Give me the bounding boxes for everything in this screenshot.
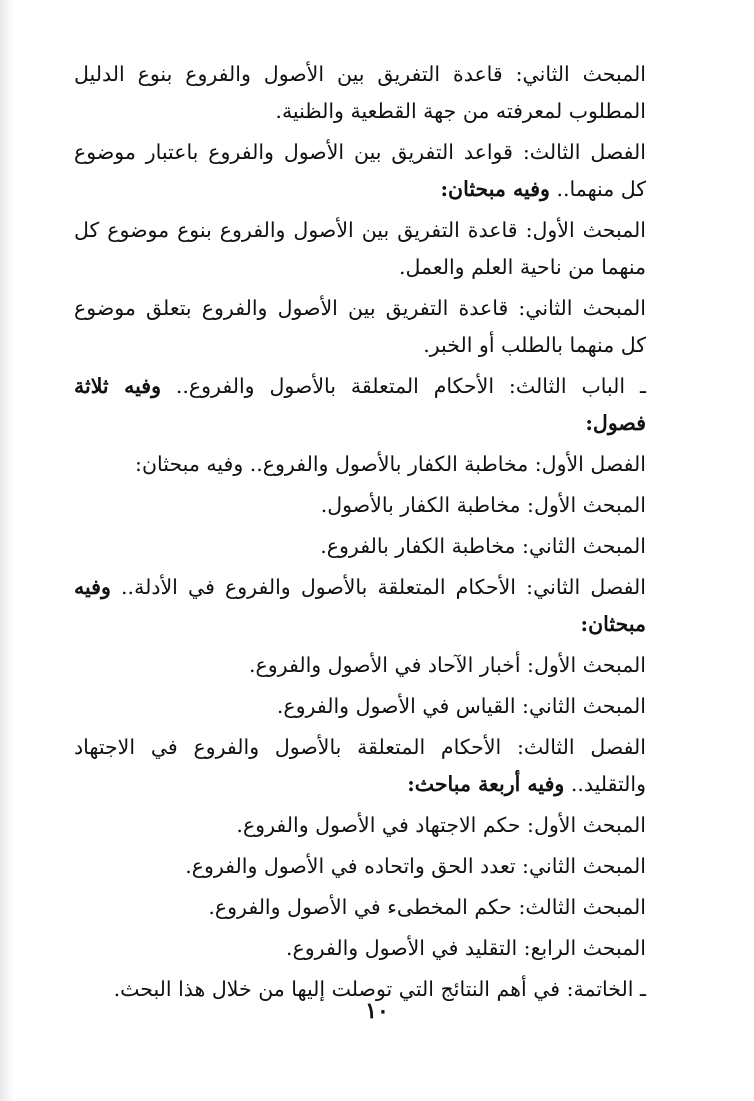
toc-entry <box>74 807 686 844</box>
toc-entry-text: المبحث الأول: حكم الاجتهاد في الأصول والفروع. <box>236 813 646 837</box>
toc-entry-bold-text: وفيه مبحثان: <box>440 177 550 201</box>
page-number: ١٠ <box>365 998 389 1024</box>
toc-entry-text: المبحث الثاني: قاعدة التفريق بين الأصول والفروع بتعلق موضوع كل منهما بالطلب أو الخبر. <box>74 296 646 357</box>
toc-entry <box>74 446 686 483</box>
toc-entry <box>74 290 686 364</box>
toc-entry-text: الفصل الأول: مخاطبة الكفار بالأصول والفروع.. وفيه مبحثان: <box>135 452 646 476</box>
toc-entry-bold-text: وفيه أربعة مباحث: <box>407 772 565 796</box>
toc-entry-text: الفصل الثالث: قواعد التفريق بين الأصول والفروع باعتبار موضوع كل منهما.. <box>74 140 646 201</box>
toc-entry-text: المبحث الثاني: مخاطبة الكفار بالفروع. <box>320 534 646 558</box>
toc-entry-text: المبحث الثاني: القياس في الأصول والفروع. <box>276 694 646 718</box>
toc-entry <box>74 56 686 130</box>
toc-entry <box>74 930 686 967</box>
toc-entry-text: المبحث الأول: مخاطبة الكفار بالأصول. <box>320 493 646 517</box>
toc-entry-text: ـ الباب الثالث: الأحكام المتعلقة بالأصول والفروع.. <box>161 374 646 398</box>
toc-entry-text: الفصل الثالث: الأحكام المتعلقة بالأصول والفروع في الاجتهاد والتقليد.. <box>74 735 646 796</box>
table-of-contents <box>74 56 686 1008</box>
toc-entry-text: المبحث الثاني: تعدد الحق واتحاده في الأصول والفروع. <box>185 854 646 878</box>
toc-entry-text: المبحث الثاني: قاعدة التفريق بين الأصول والفروع بنوع الدليل المطلوب لمعرفته من جهة القطعية والظنية. <box>74 62 646 123</box>
toc-entry <box>74 134 686 208</box>
toc-entry-bold-text: وفيه ثلاثة فصول: <box>74 374 646 435</box>
toc-entry <box>74 528 686 565</box>
toc-entry-bold-text: وفيه مبحثان: <box>74 575 646 636</box>
toc-entry-text: الفصل الثاني: الأحكام المتعلقة بالأصول والفروع في الأدلة.. <box>110 575 646 599</box>
toc-entry-text: المبحث الثالث: حكم المخطىء في الأصول والفروع. <box>208 895 646 919</box>
page-edge-shadow <box>0 0 14 1101</box>
toc-entry <box>74 647 686 684</box>
toc-entry <box>74 368 686 442</box>
toc-entry-text: ـ الخاتمة: في أهم النتائج التي توصلت إليها من خلال هذا البحث. <box>113 977 646 1001</box>
toc-entry <box>74 212 686 286</box>
toc-entry <box>74 487 686 524</box>
toc-entry-text: المبحث الأول: قاعدة التفريق بين الأصول والفروع بنوع موضوع كل منهما من ناحية العلم والعمل. <box>74 218 646 279</box>
toc-entry <box>74 569 686 643</box>
toc-entry <box>74 729 686 803</box>
toc-entry <box>74 688 686 725</box>
toc-entry <box>74 848 686 885</box>
toc-entry <box>74 889 686 926</box>
toc-entry-text: المبحث الرابع: التقليد في الأصول والفروع. <box>286 936 646 960</box>
toc-entry-text: المبحث الأول: أخبار الآحاد في الأصول والفروع. <box>249 653 646 677</box>
